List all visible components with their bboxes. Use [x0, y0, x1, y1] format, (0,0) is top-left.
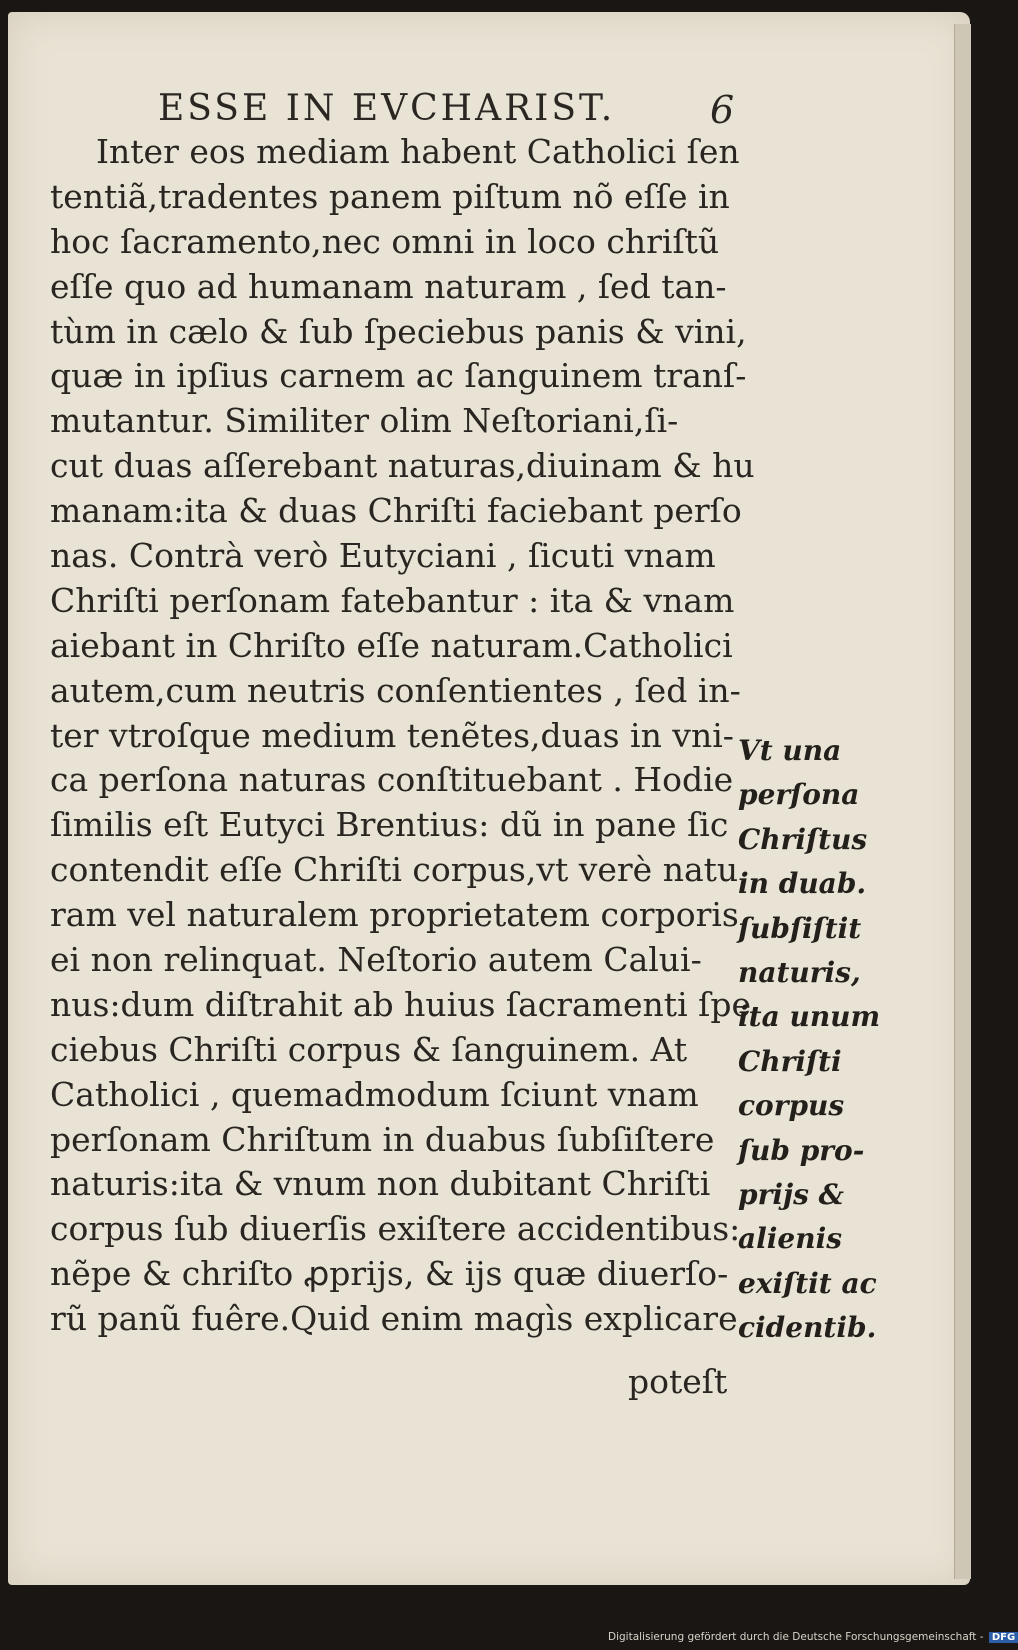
running-title: ESSE IN EVCHARIST.	[158, 88, 616, 129]
dfg-logo: DFG	[989, 1632, 1018, 1643]
catchword: poteſt	[628, 1362, 728, 1401]
text-line: hoc ſacramento,nec omni in loco chriſtũ	[50, 221, 720, 261]
marginal-note-line: exiſtit ac	[738, 1266, 877, 1300]
text-line: ei non relinquat. Neſtorio autem Calui-	[50, 940, 702, 980]
text-line: quæ in ipſius carnem ac ſanguinem tranſ-	[50, 356, 747, 396]
marginal-note-line: ſubſiſtit	[738, 911, 862, 945]
text-line: naturis:ita & vnum non dubitant Chriſti	[50, 1164, 711, 1204]
text-line: tùm in cælo & ſub ſpeciebus panis & vini,	[50, 311, 747, 351]
credit-text: Digitalisierung gefördert durch die Deutsche Forschungsgemeinschaft -	[608, 1631, 984, 1643]
text-line: Inter eos mediam habent Catholici ſen	[96, 132, 740, 171]
marginal-note-line: Vt una	[738, 734, 842, 767]
text-line: nas. Contrà verò Eutyciani , ſicuti vnam	[50, 536, 716, 576]
text-line: eſſe quo ad humanam naturam , ſed tan-	[50, 266, 727, 306]
marginal-note-line: Chriſti	[738, 1044, 842, 1078]
marginal-note-line: ſub pro-	[738, 1133, 865, 1167]
marginal-note-line: ita unum	[738, 1000, 881, 1034]
text-line: perſonam Chriſtum in duabus ſubſiſtere	[50, 1119, 715, 1159]
text-line: manam:ita & duas Chriſti faciebant perſo	[50, 491, 742, 531]
text-line: ſimilis eſt Eutyci Brentius: dũ in pane ſic	[50, 805, 729, 845]
text-line: aiebant in Chriſto eſſe naturam.Catholici	[50, 625, 733, 665]
text-line: nus:dum diſtrahit ab huius ſacramenti ſpe	[50, 984, 751, 1024]
text-line: autem,cum neutris conſentientes , ſed in-	[50, 670, 741, 710]
text-line: rũ panũ fuêre.Quid enim magìs explicare	[50, 1299, 738, 1339]
text-line: Chriſti perſonam fatebantur : ita & vnam	[50, 580, 735, 620]
text-line: ram vel naturalem proprietatem corporis	[50, 895, 739, 935]
text-line: contendit eſſe Chriſti corpus,vt verè natu	[50, 850, 739, 890]
body-text	[50, 130, 755, 1342]
marginal-note-line: Chriſtus	[738, 822, 868, 856]
digitization-credit	[608, 1631, 1018, 1643]
folio-number: 6	[710, 88, 735, 132]
marginal-note-line: naturis,	[738, 955, 861, 989]
text-line: ca perſona naturas conſtituebant . Hodie	[50, 760, 734, 800]
marginal-note-line: perſona	[738, 778, 860, 812]
text-line: ciebus Chriſti corpus & ſanguinem. At	[50, 1029, 688, 1069]
marginal-note-line: corpus	[738, 1089, 845, 1123]
marginal-note	[738, 729, 881, 1350]
text-line: ter vtroſque medium tenẽtes,duas in vni-	[50, 715, 734, 755]
marginal-note-line: in duab.	[738, 867, 867, 901]
page-edge	[954, 24, 971, 1579]
text-line: cut duas aſſerebant naturas,diuinam & hu	[50, 446, 755, 486]
marginal-note-line: alienis	[738, 1222, 842, 1256]
marginal-note-line: prijs &	[738, 1177, 844, 1211]
text-line: mutantur. Similiter olim Neſtoriani,ſi-	[50, 401, 679, 441]
text-line: Catholici , quemadmodum ſciunt vnam	[50, 1074, 699, 1114]
text-line: nẽpe & chriſto ꝓprijs, & ijs quæ diuerſo-	[50, 1254, 729, 1294]
text-line: tentiã,tradentes panem piſtum nõ eſſe in	[50, 176, 730, 216]
marginal-note-line: cidentib.	[738, 1311, 877, 1345]
text-line: corpus ſub diuerſis exiſtere accidentibus:	[50, 1209, 741, 1249]
